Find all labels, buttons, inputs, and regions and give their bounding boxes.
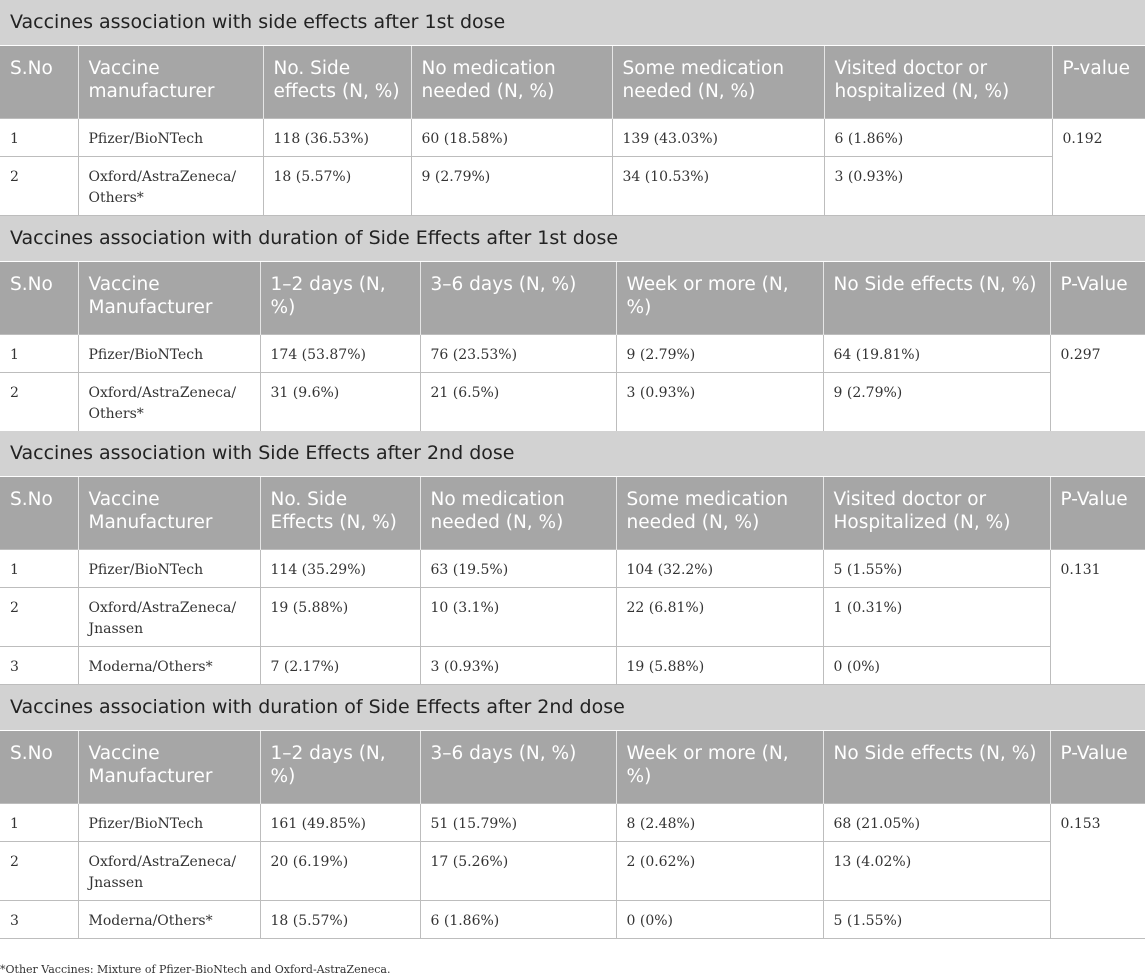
table-cell: 68 (21.05%): [823, 803, 1050, 841]
table-cell: 118 (36.53%): [263, 118, 411, 156]
table-cell: 1: [0, 334, 78, 372]
data-table: [0, 46, 1145, 216]
footnote: *Other Vaccines: Mixture of Pfizer-BioNtech and Oxford-AstraZeneca.: [0, 963, 391, 976]
header-row: [0, 46, 1145, 118]
table-cell: 0 (0%): [823, 646, 1050, 684]
table-row: [0, 900, 1145, 938]
table-cell: 5 (1.55%): [823, 900, 1050, 938]
table-cell: 1: [0, 803, 78, 841]
table-cell: 13 (4.02%): [823, 841, 1050, 900]
column-header: Visited doctor or Hospitalized (N, %): [823, 477, 1050, 549]
table-cell: 2: [0, 372, 78, 431]
table-cell: 9 (2.79%): [411, 156, 612, 215]
table-row: [0, 587, 1145, 646]
table-cell: 161 (49.85%): [260, 803, 420, 841]
table-row: [0, 118, 1145, 156]
column-header: No Side effects (N, %): [823, 731, 1050, 803]
table-cell: 10 (3.1%): [420, 587, 616, 646]
table-cell: 1: [0, 118, 78, 156]
column-header: Vaccine manufacturer: [78, 46, 263, 118]
table-cell: 76 (23.53%): [420, 334, 616, 372]
p-value-cell: 0.192: [1052, 118, 1145, 215]
table-cell: 22 (6.81%): [616, 587, 823, 646]
table-cell: 3: [0, 646, 78, 684]
column-header: Week or more (N, %): [616, 262, 823, 334]
table-cell: Oxford/AstraZeneca/ Jnassen: [78, 841, 260, 900]
table-cell: 104 (32.2%): [616, 549, 823, 587]
table-cell: 2: [0, 587, 78, 646]
table-row: [0, 334, 1145, 372]
table-cell: 63 (19.5%): [420, 549, 616, 587]
column-header: P-Value: [1050, 477, 1145, 549]
column-header: 3–6 days (N, %): [420, 731, 616, 803]
table-cell: 5 (1.55%): [823, 549, 1050, 587]
column-header: P-value: [1052, 46, 1145, 118]
table-cell: 114 (35.29%): [260, 549, 420, 587]
table-cell: 1: [0, 549, 78, 587]
table-cell: 64 (19.81%): [823, 334, 1050, 372]
table-cell: 7 (2.17%): [260, 646, 420, 684]
table-cell: 3 (0.93%): [616, 372, 823, 431]
table-row: [0, 841, 1145, 900]
column-header: Week or more (N, %): [616, 731, 823, 803]
column-header: No. Side effects (N, %): [263, 46, 411, 118]
table-cell: Pfizer/BioNTech: [78, 334, 260, 372]
table-title: Vaccines association with duration of Side Effects after 1st dose: [0, 216, 1145, 262]
p-value-cell: 0.297: [1050, 334, 1145, 431]
column-header: Vaccine Manufacturer: [78, 731, 260, 803]
table-cell: 18 (5.57%): [263, 156, 411, 215]
table-cell: 18 (5.57%): [260, 900, 420, 938]
table-cell: 19 (5.88%): [260, 587, 420, 646]
table-cell: 34 (10.53%): [612, 156, 824, 215]
column-header: S.No: [0, 731, 78, 803]
column-header: No Side effects (N, %): [823, 262, 1050, 334]
table-cell: 6 (1.86%): [420, 900, 616, 938]
table-cell: 3 (0.93%): [420, 646, 616, 684]
table-cell: Moderna/Others*: [78, 900, 260, 938]
table-cell: 2: [0, 156, 78, 215]
p-value-cell: 0.153: [1050, 803, 1145, 938]
column-header: 1–2 days (N, %): [260, 731, 420, 803]
table-cell: 20 (6.19%): [260, 841, 420, 900]
table-cell: 51 (15.79%): [420, 803, 616, 841]
table-row: [0, 646, 1145, 684]
data-table: [0, 262, 1145, 432]
table-cell: 174 (53.87%): [260, 334, 420, 372]
column-header: S.No: [0, 477, 78, 549]
table-cell: 3: [0, 900, 78, 938]
column-header: S.No: [0, 46, 78, 118]
table-cell: Moderna/Others*: [78, 646, 260, 684]
column-header: No. Side Effects (N, %): [260, 477, 420, 549]
column-header: Vaccine Manufacturer: [78, 477, 260, 549]
table-cell: 17 (5.26%): [420, 841, 616, 900]
table-row: [0, 803, 1145, 841]
table-title: Vaccines association with side effects after 1st dose: [0, 0, 1145, 46]
table-row: [0, 372, 1145, 431]
table-cell: 60 (18.58%): [411, 118, 612, 156]
column-header: 3–6 days (N, %): [420, 262, 616, 334]
table-cell: 2 (0.62%): [616, 841, 823, 900]
table-cell: 6 (1.86%): [824, 118, 1052, 156]
column-header: No medication needed (N, %): [411, 46, 612, 118]
table-cell: Pfizer/BioNTech: [78, 118, 263, 156]
table-cell: 9 (2.79%): [823, 372, 1050, 431]
table-cell: 3 (0.93%): [824, 156, 1052, 215]
table-cell: 21 (6.5%): [420, 372, 616, 431]
table-cell: 0 (0%): [616, 900, 823, 938]
header-row: [0, 262, 1145, 334]
column-header: Some medication needed (N, %): [616, 477, 823, 549]
p-value-cell: 0.131: [1050, 549, 1145, 684]
column-header: P-Value: [1050, 731, 1145, 803]
table-cell: 2: [0, 841, 78, 900]
header-row: [0, 477, 1145, 549]
column-header: Some medication needed (N, %): [612, 46, 824, 118]
table-cell: Oxford/AstraZeneca/ Others*: [78, 372, 260, 431]
table-row: [0, 549, 1145, 587]
table-cell: 31 (9.6%): [260, 372, 420, 431]
column-header: P-Value: [1050, 262, 1145, 334]
header-row: [0, 731, 1145, 803]
column-header: S.No: [0, 262, 78, 334]
table-cell: 1 (0.31%): [823, 587, 1050, 646]
column-header: No medication needed (N, %): [420, 477, 616, 549]
data-table: [0, 477, 1145, 685]
table-cell: Pfizer/BioNTech: [78, 549, 260, 587]
table-title: Vaccines association with Side Effects after 2nd dose: [0, 431, 1145, 477]
table-cell: 9 (2.79%): [616, 334, 823, 372]
column-header: Vaccine Manufacturer: [78, 262, 260, 334]
column-header: 1–2 days (N, %): [260, 262, 420, 334]
table-cell: Oxford/AstraZeneca/ Others*: [78, 156, 263, 215]
table-cell: 19 (5.88%): [616, 646, 823, 684]
table-row: [0, 156, 1145, 215]
table-cell: 8 (2.48%): [616, 803, 823, 841]
data-table: [0, 731, 1145, 939]
table-cell: Oxford/AstraZeneca/ Jnassen: [78, 587, 260, 646]
table-cell: 139 (43.03%): [612, 118, 824, 156]
column-header: Visited doctor or hospitalized (N, %): [824, 46, 1052, 118]
table-cell: Pfizer/BioNTech: [78, 803, 260, 841]
table-title: Vaccines association with duration of Side Effects after 2nd dose: [0, 685, 1145, 731]
